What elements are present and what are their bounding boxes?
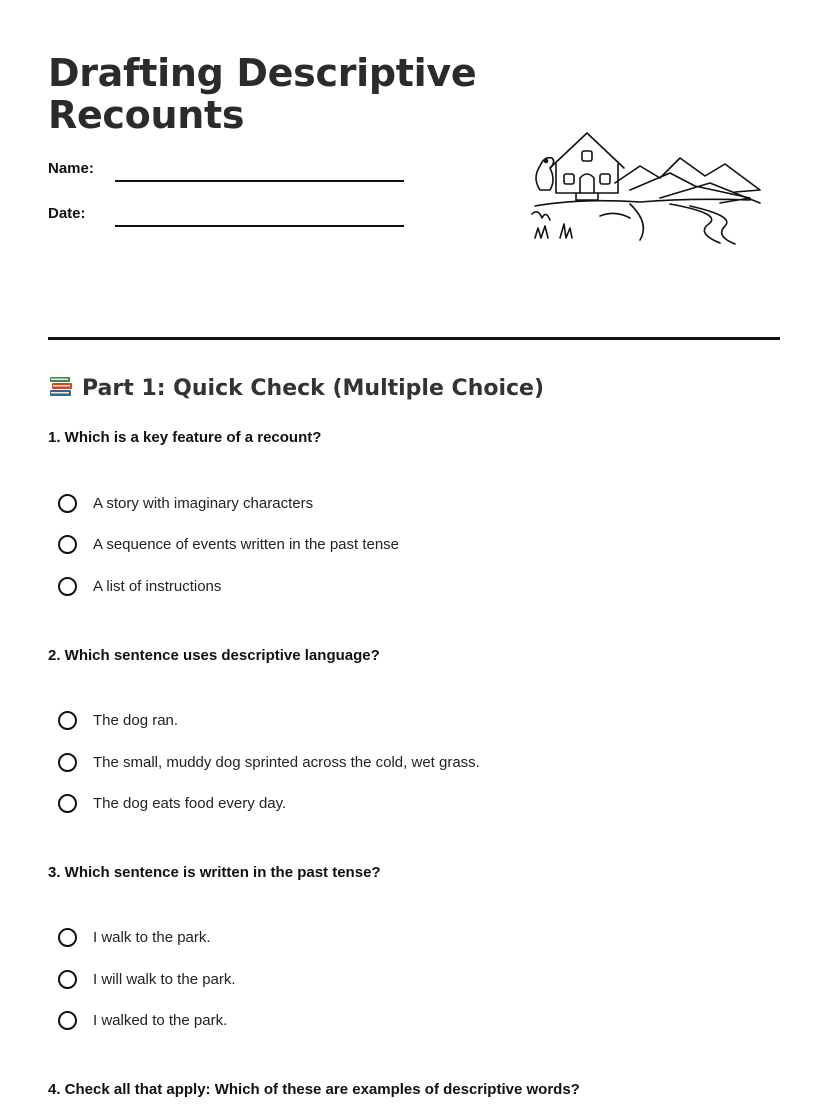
question-3: 3. Which sentence is written in the past tense? xyxy=(48,864,381,881)
question-1-option-a[interactable] xyxy=(58,491,313,515)
title-line-2: Recounts xyxy=(48,93,245,137)
option-label: A list of instructions xyxy=(93,577,222,595)
radio-button[interactable] xyxy=(58,970,77,989)
question-1-option-c[interactable] xyxy=(58,574,221,598)
option-label: The dog ran. xyxy=(93,711,179,729)
radio-button[interactable] xyxy=(58,928,77,947)
question-3-option-b[interactable] xyxy=(58,967,236,991)
question-2-option-a[interactable] xyxy=(58,708,178,732)
section-1-title xyxy=(48,374,544,401)
question-1-option-b[interactable] xyxy=(58,532,399,556)
date-input-line[interactable] xyxy=(115,225,404,227)
name-label: Name: xyxy=(48,160,94,177)
option-label: The small, muddy dog sprinted across the cold, wet grass. xyxy=(93,753,480,771)
question-3-option-a[interactable] xyxy=(58,925,211,949)
radio-button[interactable] xyxy=(58,494,77,513)
radio-button[interactable] xyxy=(58,794,77,813)
name-input-line[interactable] xyxy=(115,180,404,182)
section-1-title-text: Part 1: Quick Check (Multiple Choice) xyxy=(82,376,545,401)
books-icon xyxy=(48,374,74,398)
title-line-1: Drafting Descriptive xyxy=(48,51,477,95)
radio-button[interactable] xyxy=(58,753,77,772)
house-landscape-illustration xyxy=(520,128,770,248)
question-3-option-c[interactable] xyxy=(58,1008,227,1032)
radio-button[interactable] xyxy=(58,1011,77,1030)
option-label: The dog eats food every day. xyxy=(93,794,287,812)
radio-button[interactable] xyxy=(58,577,77,596)
option-label: I will walk to the park. xyxy=(93,970,236,988)
section-divider xyxy=(48,337,780,340)
date-label: Date: xyxy=(48,205,86,222)
option-label: I walk to the park. xyxy=(93,928,211,946)
question-1: 1. Which is a key feature of a recount? xyxy=(48,429,322,446)
worksheet-title xyxy=(48,52,476,136)
option-label: A sequence of events written in the past tense xyxy=(93,535,400,553)
option-label: A story with imaginary characters xyxy=(93,494,314,512)
option-label: I walked to the park. xyxy=(93,1011,228,1029)
question-2-option-b[interactable] xyxy=(58,750,480,774)
question-4: 4. Check all that apply: Which of these are examples of descriptive words? xyxy=(48,1081,580,1098)
radio-button[interactable] xyxy=(58,535,77,554)
question-2-option-c[interactable] xyxy=(58,791,286,815)
radio-button[interactable] xyxy=(58,711,77,730)
question-2: 2. Which sentence uses descriptive language? xyxy=(48,647,380,664)
